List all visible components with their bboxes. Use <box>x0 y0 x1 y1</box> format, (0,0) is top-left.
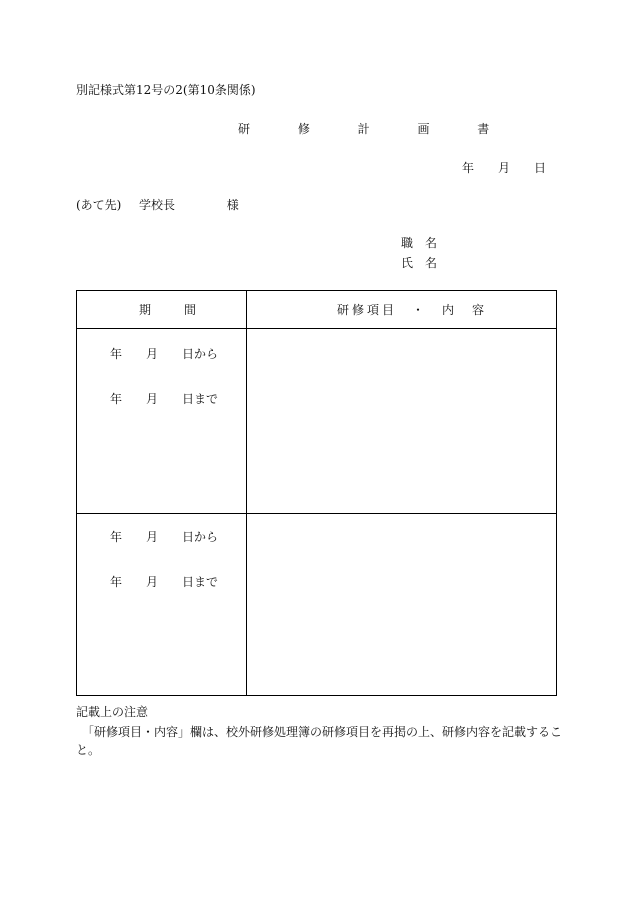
row2-to: 年 月 日まで <box>110 575 219 589</box>
header-divider <box>77 328 556 329</box>
notes-text-continued: と。 <box>76 743 101 757</box>
addressee-name: 学校長 <box>139 198 176 212</box>
date-line: 年 月 日 <box>462 161 547 175</box>
plan-table <box>76 290 557 696</box>
row2-from: 年 月 日から <box>110 530 219 544</box>
addressee-honorific: 様 <box>226 198 239 212</box>
notes-heading: 記載上の注意 <box>76 705 149 719</box>
position-label: 職 名 <box>401 236 438 250</box>
row-divider <box>77 513 556 514</box>
addressee-line <box>76 197 239 213</box>
addressee-prefix: (あて先) <box>76 198 122 212</box>
row1-to: 年 月 日まで <box>110 392 219 406</box>
header-period: 期 間 <box>139 303 200 317</box>
name-label: 氏 名 <box>401 256 438 270</box>
form-number: 別記様式第12号の2(第10条関係) <box>76 83 256 97</box>
notes-text: 「研修項目・内容」欄は、校外研修処理簿の研修項目を再掲の上、研修内容を記載するこ <box>82 725 563 739</box>
document-title: 研 修 計 画 書 <box>238 122 512 136</box>
column-divider <box>246 291 247 695</box>
row1-from: 年 月 日から <box>110 347 219 361</box>
header-content: 研修項目 ・ 内 容 <box>337 303 488 317</box>
